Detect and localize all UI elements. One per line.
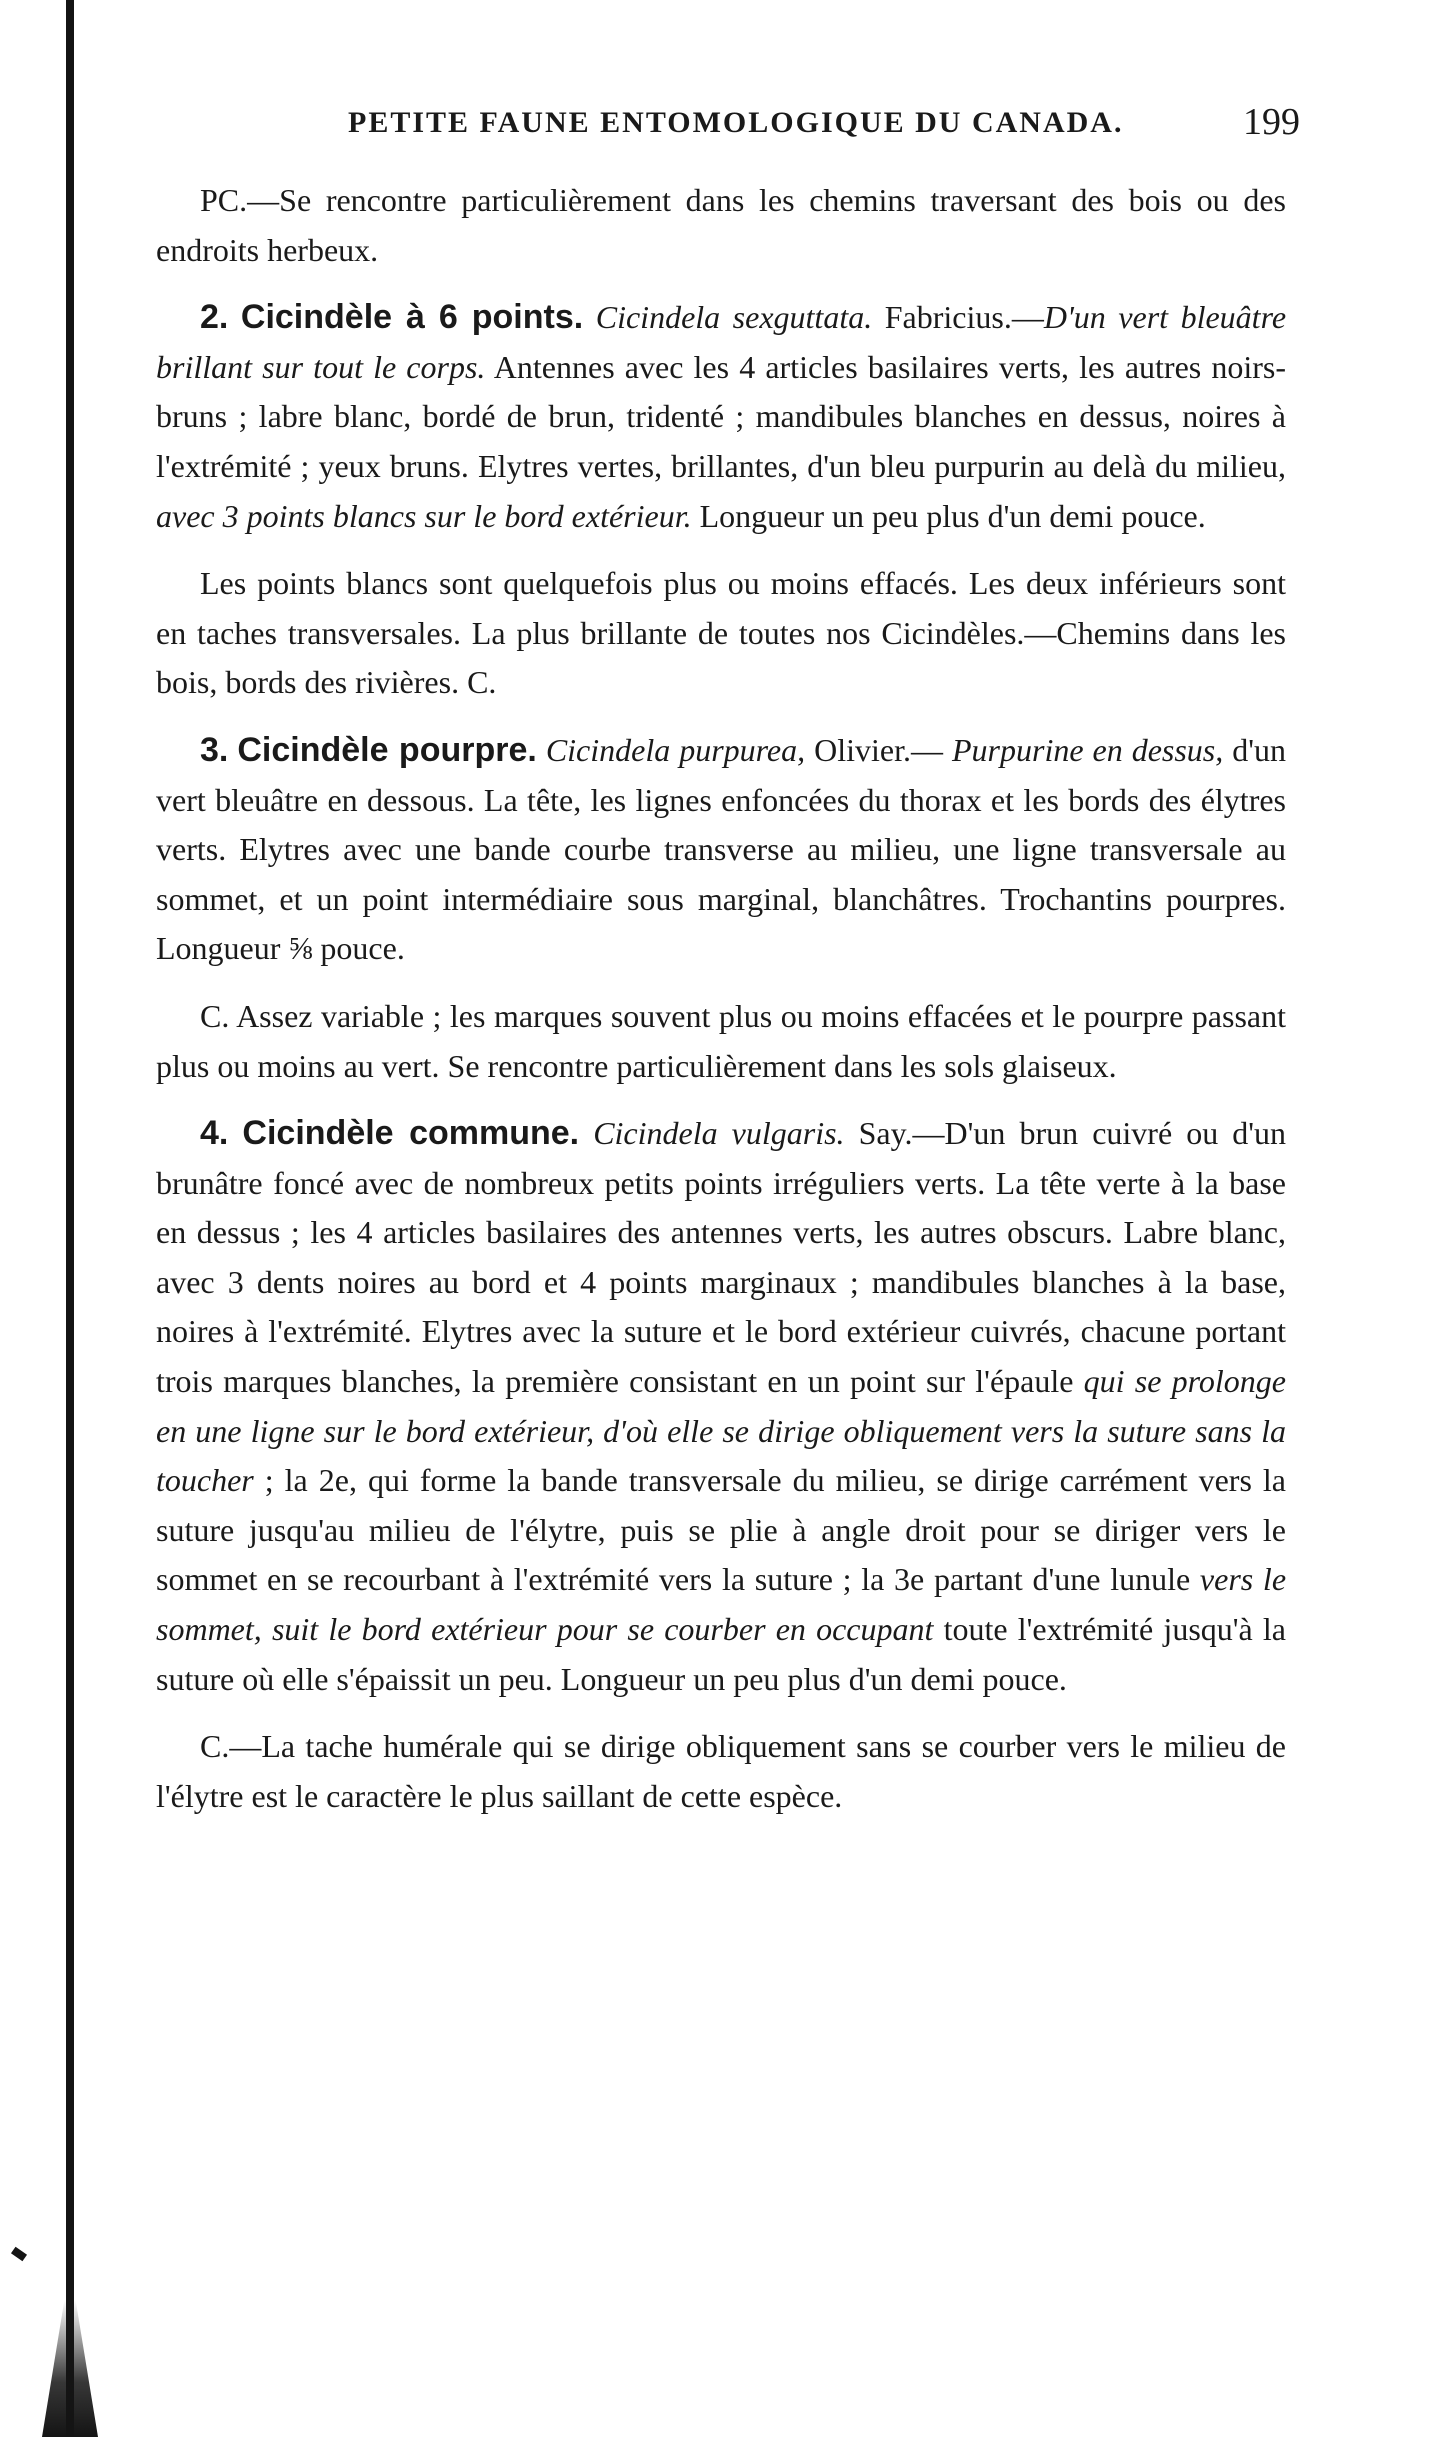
species-description-end: toute l'extrémité jusqu'à la suture où elle s'épaissit un peu. Longueur un peu plus d'un demi pouce. [156, 1611, 1287, 1697]
paragraph-text: PC.—Se rencontre particulièrement dans les chemins traversant des bois ou des endroits herbeux. [156, 182, 1286, 268]
paragraph-sexguttata-note [156, 559, 1286, 708]
species-common-name: Cicindèle pourpre. [237, 730, 537, 769]
species-author: Fabricius.— [884, 299, 1044, 336]
paragraph-vulgaris-note [156, 1722, 1286, 1821]
species-common-name: Cicindèle commune. [242, 1114, 580, 1153]
species-number: 3. [200, 730, 229, 769]
binding-edge-rule [66, 0, 74, 2437]
species-description: —D'un brun cuivré ou d'un brunâtre foncé avec de nombreux petits points irréguliers verts. La tête verte à la base en dessus ; les 4 articles basilaires des antennes verts, les autres obscurs. Labre blanc, avec 3 dents noires au bord et 4 points marginaux ; mandibules blanches à la base, noires à l'extrémité. Elytres avec la suture et le bord extérieur cuivrés, chacune portant trois marques blanches, la première consistant en un point sur l'épaule [156, 1115, 1287, 1400]
species-description-continued: ; la 2e, qui forme la bande transversale du milieu, se dirige carrément vers la suture jusqu'au milieu de l'élytre, puis se plie à angle droit pour se diriger vers le sommet en se recourbant à l'extrémité vers la suture ; la 3e partant d'une lunule [156, 1462, 1287, 1598]
species-author: Say. [858, 1115, 913, 1152]
species-common-name: Cicindèle à 6 points. [240, 298, 584, 337]
species-description: Antennes avec les 4 articles basilaires verts, les autres noirs-bruns ; labre blanc, bordé de brun, tridenté ; mandibules blanches en dessus, noires à l'extrémité ; yeux bruns. Elytres vertes, brillantes, d'un bleu purpurin au delà du milieu, [156, 348, 1287, 484]
species-number: 4. [200, 1114, 229, 1153]
species-description: d'un vert bleuâtre en dessous. La tête, les lignes enfoncées du thorax et les bords des élytres verts. Elytres avec une bande courbe transverse au milieu, une ligne transversale au sommet, et un point intermédiaire sous marginal, blanchâtres. Trochantins pourpres. Longueur ⅝ pouce. [156, 731, 1287, 967]
page-number: 199 [1243, 101, 1300, 143]
species-latin-name: Cicindela purpurea, [545, 731, 806, 768]
species-number: 2. [200, 298, 229, 337]
paragraph-text: C.—La tache humérale qui se dirige obliquement sans se courber vers le milieu de l'élytre est le caractère le plus saillant de cette espèce. [156, 1728, 1286, 1814]
species-latin-name: Cicindela vulgaris. [593, 1115, 845, 1152]
margin-mark [11, 2247, 27, 2262]
species-description-italic-2: vers le sommet, suit le bord extérieur pour se courber en occupant [156, 1561, 1287, 1648]
paragraph-text: Les points blancs sont quelquefois plus ou moins effacés. Les deux inférieurs sont en taches transversales. La plus brillante de toutes nos Cicindèles.—Chemins dans les bois, bords des rivières. C. [156, 565, 1286, 701]
page-header [140, 98, 1300, 148]
species-description-italic: qui se prolonge en une ligne sur le bord extérieur, d'où elle se dirige obliquement vers la suture sans la toucher [156, 1363, 1287, 1499]
species-description-length: Longueur un peu plus d'un demi pouce. [699, 497, 1206, 534]
species-description-italic-2: avec 3 points blancs sur le bord extérieur. [156, 497, 692, 534]
binding-edge-ornament [42, 2300, 98, 2437]
species-description-italic: D'un vert bleuâtre brillant sur tout le corps. [156, 299, 1287, 385]
species-description-italic: Purpurine en dessus, [951, 731, 1224, 768]
paragraph-habitat-note [156, 176, 1286, 275]
running-head: PETITE FAUNE ENTOMOLOGIQUE DU CANADA. [348, 106, 1124, 139]
species-entry-vulgaris [156, 1109, 1286, 1704]
body-text [156, 176, 1286, 1821]
species-author: Olivier.— [814, 731, 943, 768]
paragraph-text: C. Assez variable ; les marques souvent plus ou moins effacées et le pourpre passant plus ou moins au vert. Se rencontre particulièrement dans les sols glaiseux. [156, 997, 1286, 1084]
species-latin-name: Cicindela sexguttata. [595, 299, 873, 336]
species-entry-sexguttata [156, 293, 1286, 541]
paragraph-purpurea-note [156, 992, 1286, 1091]
species-entry-purpurea [156, 726, 1286, 974]
